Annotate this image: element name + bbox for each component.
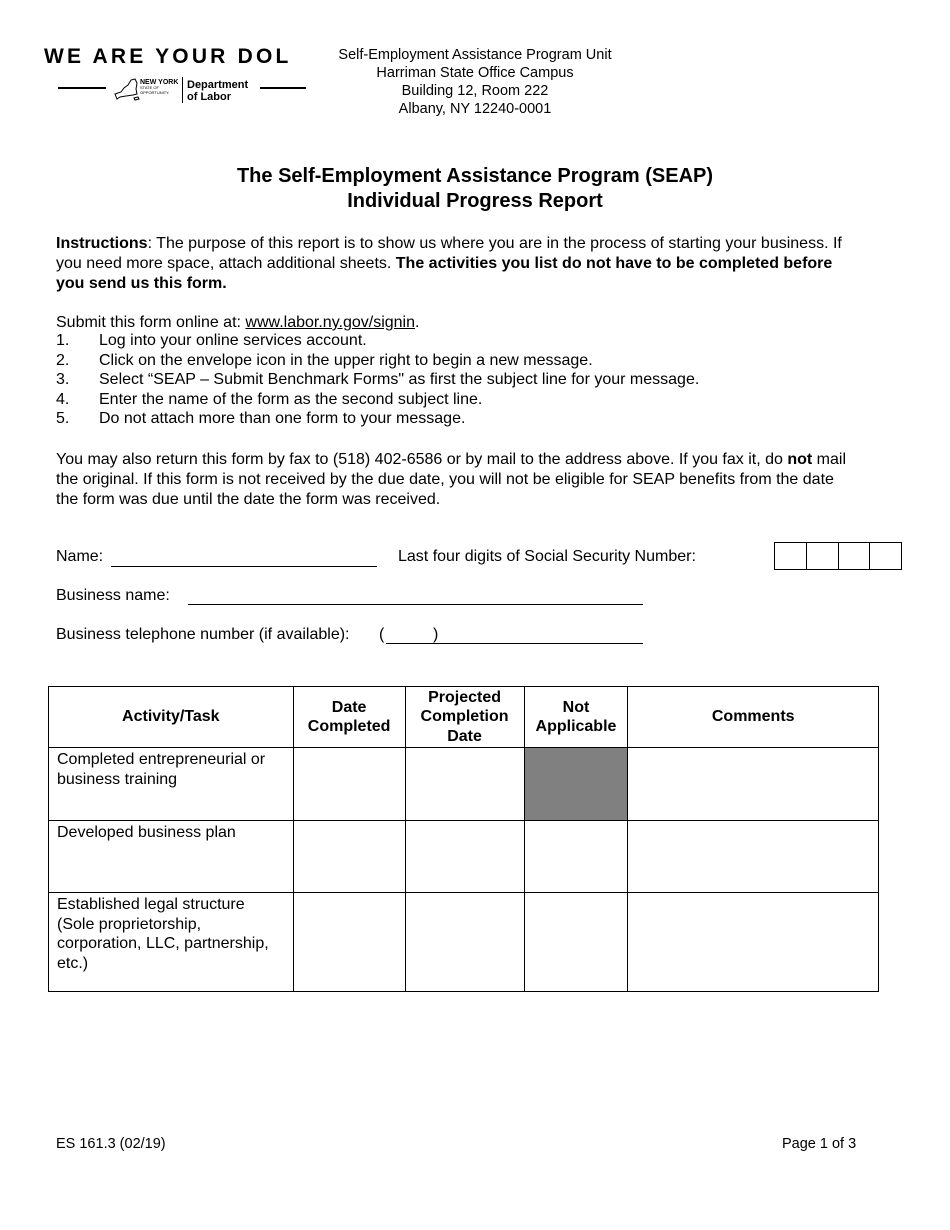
date-completed-cell[interactable]	[293, 748, 405, 821]
ssn-digit-box[interactable]	[870, 543, 901, 569]
progress-table	[48, 686, 879, 992]
table-row	[49, 821, 879, 893]
ssn-digit-box[interactable]	[775, 543, 807, 569]
new-york-wordmark: NEW YORK STATE OF OPPORTUNITY.	[140, 79, 179, 95]
instructions-paragraph: Instructions: The purpose of this report is to show us where you are in the process of starting your business. If you need more space, attach additional sheets. The activities you list do not have to be completed before you send us this form.	[56, 235, 842, 292]
ssn-digit-box[interactable]	[839, 543, 871, 569]
column-header-activity: Activity/Task	[49, 687, 294, 748]
ssn-label: Last four digits of Social Security Number:	[398, 548, 696, 565]
projected-date-cell[interactable]	[405, 893, 524, 992]
return-by-fax-paragraph: You may also return this form by fax to (518) 402-6586 or by mail to the address above. If you fax it, do not mail the original. If this form is not received by the due date, you will not be eligible for SEAP benefits from the date the form was due until the date the form was received.	[56, 451, 847, 508]
column-header-not-applicable: Not Applicable	[524, 687, 628, 748]
business-name-field[interactable]	[188, 604, 643, 605]
address-line: Harriman State Office Campus	[376, 65, 574, 81]
address-line: Albany, NY 12240-0001	[398, 101, 552, 117]
nys-dol-logo	[58, 75, 308, 105]
table-header-row	[49, 687, 879, 748]
list-item: 1. Log into your online services account.	[56, 332, 367, 349]
department-of-labor-wordmark: Department of Labor	[187, 79, 249, 103]
list-item: 5. Do not attach more than one form to your message.	[56, 410, 466, 427]
page-number: Page 1 of 3	[782, 1136, 857, 1152]
phone-close-paren: )	[433, 626, 439, 643]
activity-cell: Completed entrepreneurial or business training	[49, 748, 294, 821]
table-row	[49, 893, 879, 992]
address-line: Building 12, Room 222	[401, 83, 549, 99]
mailing-address	[325, 46, 625, 118]
business-phone-field[interactable]	[434, 643, 643, 644]
dol-tagline: WE ARE YOUR DOL	[44, 45, 292, 68]
activity-cell: Established legal structure (Sole proprietorship, corporation, LLC, partnership, etc.)	[49, 893, 294, 992]
column-header-projected-date: Projected Completion Date	[405, 687, 524, 748]
address-line: Self-Employment Assistance Program Unit	[338, 47, 612, 63]
area-code-field[interactable]	[386, 643, 434, 644]
submission-steps	[56, 331, 699, 429]
business-name-label: Business name:	[56, 587, 170, 604]
column-header-comments: Comments	[628, 687, 879, 748]
business-phone-label: Business telephone number (if available):	[56, 626, 350, 643]
projected-date-cell[interactable]	[405, 821, 524, 893]
ssn-last-four-boxes[interactable]	[774, 542, 902, 570]
form-number: ES 161.3 (02/19)	[56, 1136, 166, 1152]
projected-date-cell[interactable]	[405, 748, 524, 821]
name-label: Name:	[56, 548, 104, 565]
list-item: 2. Click on the envelope icon in the upper right to begin a new message.	[56, 351, 593, 369]
submit-online-line: Submit this form online at: www.labor.ny.gov/signin.	[56, 314, 420, 331]
list-item: 3. Select “SEAP – Submit Benchmark Forms" as first the subject line for your message.	[56, 371, 700, 388]
date-completed-cell[interactable]	[293, 893, 405, 992]
table-row	[49, 748, 879, 821]
phone-open-paren: (	[379, 626, 385, 643]
name-field[interactable]	[111, 566, 377, 567]
signin-link[interactable]: www.labor.ny.gov/signin	[245, 314, 415, 331]
comments-cell[interactable]	[628, 748, 879, 821]
column-header-date-completed: Date Completed	[293, 687, 405, 748]
list-item: 4. Enter the name of the form as the second subject line.	[56, 390, 483, 408]
new-york-state-map-icon	[112, 76, 140, 102]
not-applicable-cell[interactable]	[524, 821, 628, 893]
ssn-digit-box[interactable]	[807, 543, 839, 569]
activity-cell: Developed business plan	[49, 821, 294, 893]
page-title: The Self-Employment Assistance Program (SEAP) Individual Progress Report	[236, 165, 714, 212]
not-applicable-cell-shaded	[524, 748, 628, 821]
comments-cell[interactable]	[628, 821, 879, 893]
comments-cell[interactable]	[628, 893, 879, 992]
not-applicable-cell[interactable]	[524, 893, 628, 992]
date-completed-cell[interactable]	[293, 821, 405, 893]
